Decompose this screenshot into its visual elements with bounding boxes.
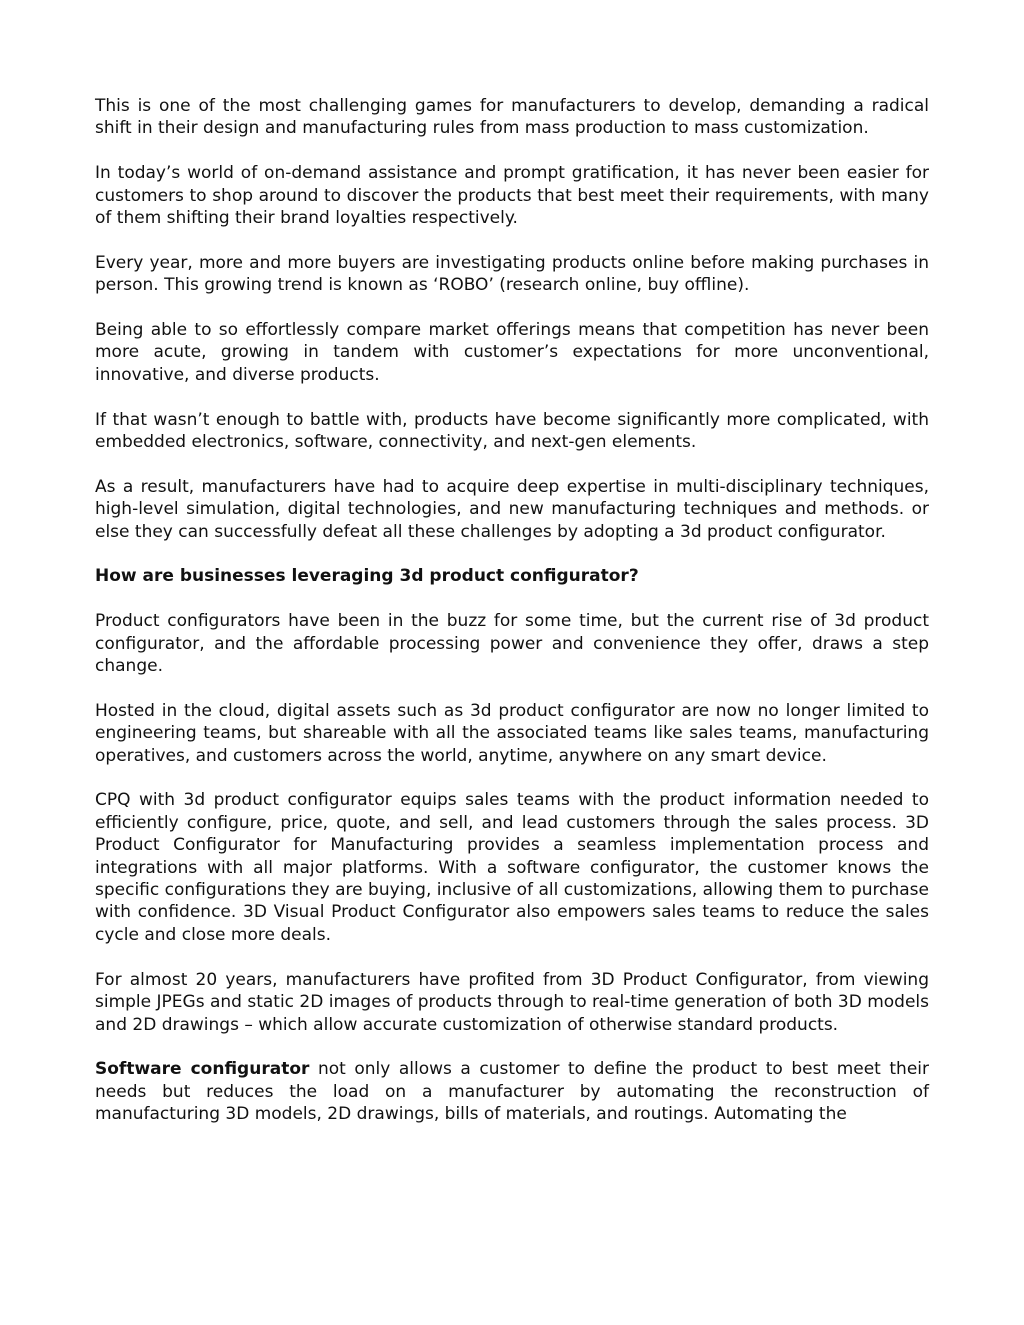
- paragraph-cloud: Hosted in the cloud, digital assets such as 3d product configurator are now no longer limited to engineering teams, but shareable with all the associated teams like sales teams, manufacturing operatives, and customers across the world, anytime, anywhere on any smart device.: [95, 700, 929, 766]
- paragraph-body-text: not only allows a customer to define the product to best meet their needs but reduces the load on a manufacturer by automating the reconstruction of manufacturing 3D models, 2D drawings, bills of materials, and routings. Automating the: [95, 1059, 930, 1125]
- section-heading: How are businesses leveraging 3d product configurator?: [95, 566, 639, 587]
- paragraph-expertise: As a result, manufacturers have had to acquire deep expertise in multi-disciplinary techniques, high-level simulation, digital technologies, and new manufacturing techniques and methods. or else they can successfully defeat all these challenges by adopting a 3d product configurator.: [95, 476, 929, 542]
- paragraph-complexity: If that wasn’t enough to battle with, products have become significantly more complicated, with embedded electronics, software, connectivity, and next-gen elements.: [95, 409, 929, 453]
- bold-lead-text: Software configurator: [95, 1059, 310, 1080]
- paragraph-robo: Every year, more and more buyers are investigating products online before making purchases in person. This growing trend is known as ‘ROBO’ (research online, buy offline).: [95, 252, 929, 296]
- paragraph-intro: This is one of the most challenging games for manufacturers to develop, demanding a radical shift in their design and manufacturing rules from mass production to mass customization.: [95, 96, 929, 139]
- paragraph-on-demand: In today’s world of on-demand assistance and prompt gratification, it has never been easier for customers to shop around to discover the products that best meet their requirements, with many of them shifting their brand loyalties respectively.: [95, 163, 929, 229]
- paragraph-buzz: Product configurators have been in the buzz for some time, but the current rise of 3d product configurator, and the affordable processing power and convenience they offer, draws a step change.: [95, 611, 929, 677]
- paragraph-competition: Being able to so effortlessly compare market offerings means that competition has never been more acute, growing in tandem with customer’s expectations for more unconventional, innovative, and diverse products.: [95, 320, 929, 385]
- paragraph-software-configurator: [95, 1058, 929, 1125]
- paragraph-cpq: CPQ with 3d product configurator equips sales teams with the product information needed to efficiently configure, price, quote, and sell, and lead customers through the sales process. 3D Product Configurator for Manufacturing provides a seamless implementation process and integrations with all major platforms. With a software configurator, the customer knows the specific configurations they are buying, inclusive of all customizations, allowing them to purchase with confidence. 3D Visual Product Configurator also empowers sales teams to reduce the sales cycle and close more deals.: [95, 790, 929, 945]
- paragraph-history: For almost 20 years, manufacturers have profited from 3D Product Configurator, from viewing simple JPEGs and static 2D images of products through to real-time generation of both 3D models and 2D drawings – which allow accurate customization of otherwise standard products.: [95, 969, 929, 1035]
- document-page: [95, 95, 929, 1148]
